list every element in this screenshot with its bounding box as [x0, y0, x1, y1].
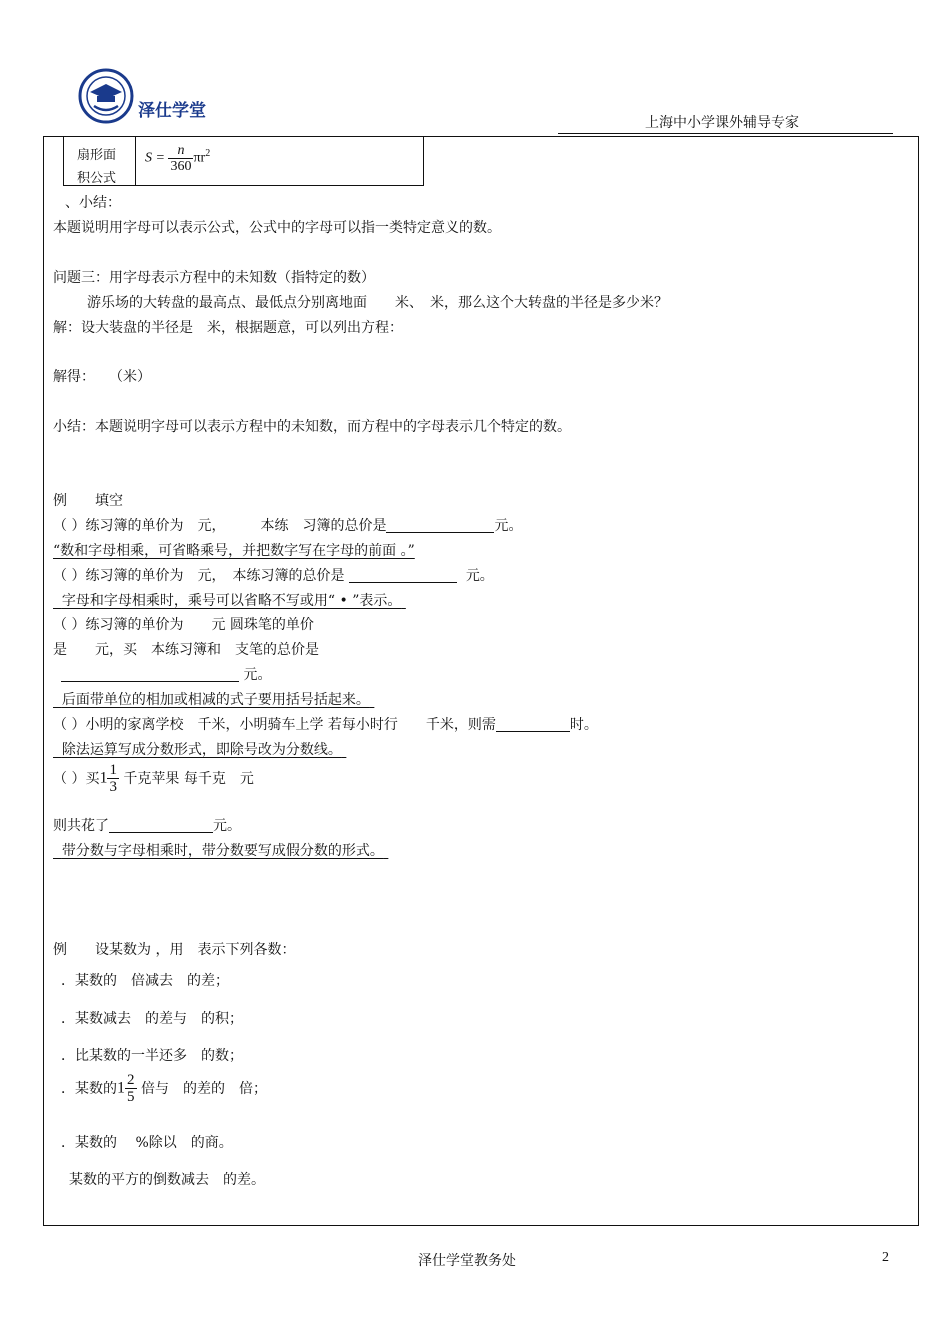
table-divider — [135, 136, 136, 186]
question-three-heading: 问题三：用字母表示方程中的未知数（指特定的数） — [53, 270, 375, 286]
text-line: 游乐场的大转盘的最高点、最低点分别离地面 米、 米，那么这个大转盘的半径是多少米？ — [87, 295, 668, 311]
rule-note: 字母和字母相乘时，乘号可以省略不写或用“ • ”表示。 — [61, 593, 402, 609]
text-line: 本题说明用字母可以表示公式，公式中的字母可以指一类特定意义的数。 — [53, 220, 501, 236]
exercise-text: 则共花了 — [53, 818, 109, 834]
formula-label-line2: 积公式 — [77, 171, 117, 186]
footer-office: 泽仕学堂教务处 — [418, 1253, 516, 1269]
formula-table — [63, 136, 424, 186]
rule-note: “数和字母相乘，可省略乘号，并把数字写在字母的前面 。” — [53, 543, 415, 559]
header-rule — [558, 133, 893, 134]
exercise-unit: 元。 — [465, 568, 494, 584]
exercise-2 — [53, 565, 494, 585]
brand-logo — [78, 68, 238, 124]
brand-name: 泽仕学堂 — [138, 101, 206, 121]
text-line: 解：设大装盘的半径是 米，根据题意，可以列出方程： — [53, 320, 403, 336]
formula-rhs: πr — [193, 150, 206, 166]
rule-note: 后面带单位的相加或相减的式子要用括号括起来。 — [61, 692, 370, 708]
exercise-4 — [53, 714, 598, 734]
answer-blank[interactable] — [496, 717, 570, 732]
list-item: ．比某数的一半还多 的数； — [61, 1048, 243, 1064]
mixed-number: 1 $\frac{2}{5}$ — [117, 1072, 135, 1105]
exercise-text: （ ）小明的家离学校 千米，小明骑车上学 若每小时行 千米，则需 — [53, 717, 496, 733]
formula-exponent: 2 — [205, 148, 211, 160]
list-item: ．某数的 %除以 的商。 — [61, 1135, 233, 1151]
exercise-3: （ ）练习簿的单价为 元 圆珠笔的单价 — [53, 617, 314, 633]
exercise-unit: 元。 — [243, 667, 272, 683]
formula-numerator: n — [168, 143, 193, 159]
page-number: 2 — [882, 1250, 889, 1265]
exercise-text: 千克苹果 每千克 元 — [123, 771, 254, 788]
list-item: ．某数的 倍减去 的差； — [61, 973, 229, 989]
exercise-unit: 时。 — [569, 717, 598, 733]
exercise-unit: 元。 — [494, 518, 523, 534]
example-heading: 例 填空 — [53, 493, 123, 509]
formula-fraction — [168, 143, 193, 174]
exercise-text: （ ）练习簿的单价为 元， 本练 习簿的总价是 — [53, 518, 387, 534]
example-heading: 例 设某数为 ，用 表示下列各数： — [53, 942, 296, 958]
exercise-1 — [53, 515, 522, 535]
answer-blank[interactable] — [61, 667, 239, 682]
header-tagline: 上海中小学课外辅导专家 — [645, 115, 799, 131]
text-line: 是 元，买 本练习簿和 支笔的总价是 — [53, 642, 319, 658]
answer-blank[interactable] — [109, 818, 213, 833]
text-line: 小结：本题说明字母可以表示方程中的未知数，而方程中的字母表示几个特定的数。 — [53, 419, 571, 435]
formula-lhs: S = — [145, 150, 165, 166]
rule-note: 带分数与字母相乘时，带分数要写成假分数的形式。 — [61, 843, 384, 859]
exercise-5 — [53, 762, 254, 795]
sector-area-formula — [145, 143, 210, 174]
exercise-text: （ ）买 — [53, 771, 100, 788]
mixed-number: 1 $\frac{1}{3}$ — [99, 762, 117, 795]
exercise-5-answer — [53, 815, 241, 835]
formula-label-line1: 扇形面 — [77, 148, 117, 163]
list-item: 某数的平方的倒数减去 的差。 — [69, 1172, 265, 1188]
exercise-unit: 元。 — [213, 818, 241, 834]
exercise-3-answer — [61, 664, 271, 684]
text-line: 解得： （米） — [53, 369, 151, 385]
list-item: ．某数减去 的差与 的积； — [61, 1011, 243, 1027]
answer-blank[interactable] — [349, 568, 457, 583]
list-item: ．某数的1 $\frac{2}{5}$ 倍与 的差的 倍； — [61, 1072, 267, 1105]
answer-blank[interactable] — [386, 518, 494, 533]
exercise-text: （ ）练习簿的单价为 元， 本练习簿的总价是 — [53, 568, 345, 584]
formula-denominator: 360 — [170, 159, 192, 174]
rule-note: 除法运算写成分数形式，即除号改为分数线。 — [61, 742, 342, 758]
summary-heading: 、小结： — [65, 195, 121, 211]
